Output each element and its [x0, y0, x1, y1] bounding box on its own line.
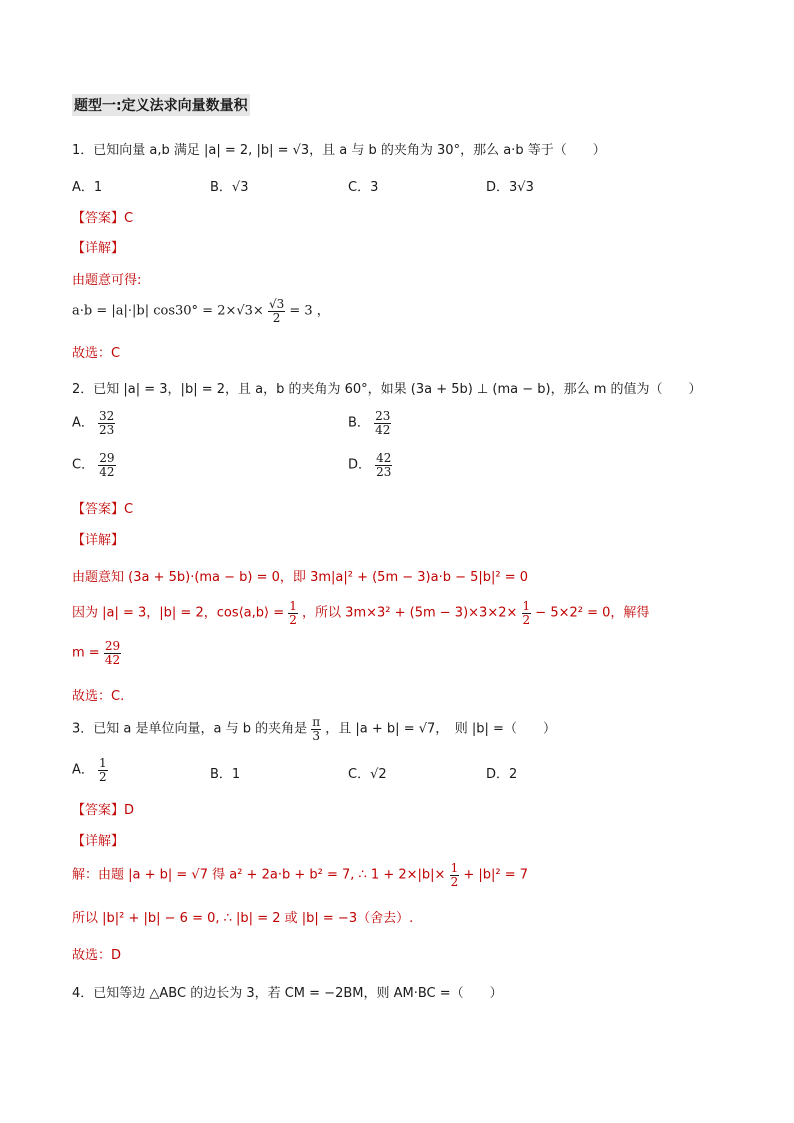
fraction-numerator: 29: [99, 451, 115, 465]
question-2-option-b: [348, 410, 391, 436]
answer-value: D: [124, 803, 135, 818]
question-3-option-a: [72, 757, 108, 783]
fraction-denominator: 23: [99, 422, 115, 437]
option-label: A．: [72, 762, 94, 778]
question-3-option-b: B．1: [210, 767, 241, 782]
work-text: ，所以 3m×3² + (5m − 3)×3×2×: [302, 605, 518, 621]
question-1-work-1: 由题意可得:: [72, 273, 142, 288]
question-1-work-2: [72, 298, 330, 324]
question-3-work-2: 所以 |b|² + |b| − 6 = 0, ∴ |b| = 2 或 |b| = −3（舍去）.: [72, 911, 414, 926]
fraction-denominator: 42: [104, 652, 121, 667]
fraction-numerator: 1: [450, 861, 459, 875]
question-1-answer: [72, 207, 133, 226]
fraction-numerator: 23: [375, 409, 391, 423]
section-title: 题型一:定义法求向量数量积: [72, 94, 250, 116]
answer-tag: 【答案】: [72, 803, 125, 818]
question-2-conclusion: 故选：C.: [72, 689, 125, 704]
work-tail: = 3 ，: [289, 303, 330, 319]
question-3-option-c: C．√2: [348, 767, 387, 782]
fraction-denominator: 42: [99, 464, 115, 479]
fraction-denominator: 2: [522, 612, 531, 627]
question-1-conclusion: 故选：C: [72, 346, 121, 361]
question-3-option-d: D．2: [486, 767, 518, 782]
fraction-numerator: 42: [376, 451, 392, 465]
question-3-detail-tag: 【详解】: [72, 834, 125, 849]
fraction-denominator: 3: [312, 728, 321, 743]
fraction-denominator: 2: [450, 874, 459, 889]
option-fraction: [98, 410, 115, 436]
fraction-denominator: 2: [99, 769, 107, 784]
question-2-option-d: [348, 452, 392, 478]
option-label: D．: [348, 457, 372, 473]
fraction-denominator: 2: [272, 310, 281, 325]
question-2-work-1: 由题意知 (3a + 5b)·(ma − b) = 0，即 3m|a|² + (5m − 3)a·b − 5|b|² = 0: [72, 570, 529, 585]
fraction-denominator: 42: [375, 422, 391, 437]
question-1-option-c: C．3: [348, 180, 379, 195]
question-2-work-3: [72, 640, 121, 666]
option-label: B．: [348, 415, 370, 431]
work-text: 解：由题 |a + b| = √7 得 a² + 2a·b + b² = 7, ∴ 1 + 2×|b|×: [72, 867, 446, 883]
fraction-numerator: 1: [289, 599, 297, 613]
work-text: − 5×2² = 0，解得: [535, 605, 650, 621]
question-3-work-1: [72, 862, 528, 888]
question-3-stem: [72, 716, 556, 742]
question-2-work-2: [72, 600, 649, 626]
fraction: [268, 298, 285, 324]
fraction-denominator: 23: [376, 464, 392, 479]
fraction: [311, 716, 321, 742]
question-1-stem: 1．已知向量 a,b 满足 |a| = 2, |b| = √3，且 a 与 b 的夹角为 30°，那么 a·b 等于（ ）: [72, 143, 606, 158]
fraction: [450, 862, 460, 888]
question-2-stem: 2．已知 |a| = 3，|b| = 2，且 a，b 的夹角为 60°，如果 (3a + 5b) ⊥ (ma − b)，那么 m 的值为（ ）: [72, 382, 702, 397]
question-1-detail-tag: 【详解】: [72, 241, 125, 256]
option-label: C．: [72, 457, 95, 473]
question-2-detail-tag: 【详解】: [72, 533, 125, 548]
stem-text: ，且 |a + b| = √7， 则 |b| =（ ）: [325, 721, 556, 737]
question-2-option-c: [72, 452, 116, 478]
option-fraction: [98, 452, 115, 478]
work-text: 因为 |a| = 3，|b| = 2，cos⟨a,b⟩ =: [72, 605, 285, 621]
fraction-numerator: 32: [99, 409, 115, 423]
question-1-option-d: D．3√3: [486, 180, 534, 195]
question-2-option-a: [72, 410, 115, 436]
answer-tag: 【答案】: [72, 502, 125, 517]
answer-tag: 【答案】: [72, 211, 125, 226]
fraction: [522, 600, 532, 626]
option-fraction: [374, 410, 391, 436]
work-text: m =: [72, 645, 100, 661]
question-3-conclusion: 故选：D: [72, 948, 122, 963]
option-label: A．: [72, 415, 94, 431]
fraction-numerator: 29: [104, 639, 121, 653]
fraction-numerator: √3: [268, 297, 285, 311]
fraction: [104, 640, 121, 666]
question-2-answer: [72, 498, 133, 517]
option-fraction: [375, 452, 392, 478]
fraction-numerator: 1: [99, 756, 107, 770]
question-1-option-b: B．√3: [210, 180, 249, 195]
stem-text: 3．已知 a 是单位向量，a 与 b 的夹角是: [72, 721, 308, 737]
answer-value: C: [124, 502, 134, 517]
answer-value: C: [124, 211, 134, 226]
work-expression: a·b = |a|·|b| cos30° = 2×√3×: [72, 303, 264, 319]
question-4-stem: 4．已知等边 △ABC 的边长为 3，若 CM = −2BM，则 AM·BC =（ ）: [72, 986, 503, 1001]
work-text: + |b|² = 7: [463, 867, 529, 883]
fraction: [288, 600, 298, 626]
option-fraction: [98, 757, 108, 783]
fraction-numerator: 1: [522, 599, 531, 613]
question-3-answer: [72, 799, 134, 818]
question-1-option-a: A．1: [72, 180, 103, 195]
fraction-numerator: π: [312, 715, 321, 729]
fraction-denominator: 2: [289, 612, 297, 627]
